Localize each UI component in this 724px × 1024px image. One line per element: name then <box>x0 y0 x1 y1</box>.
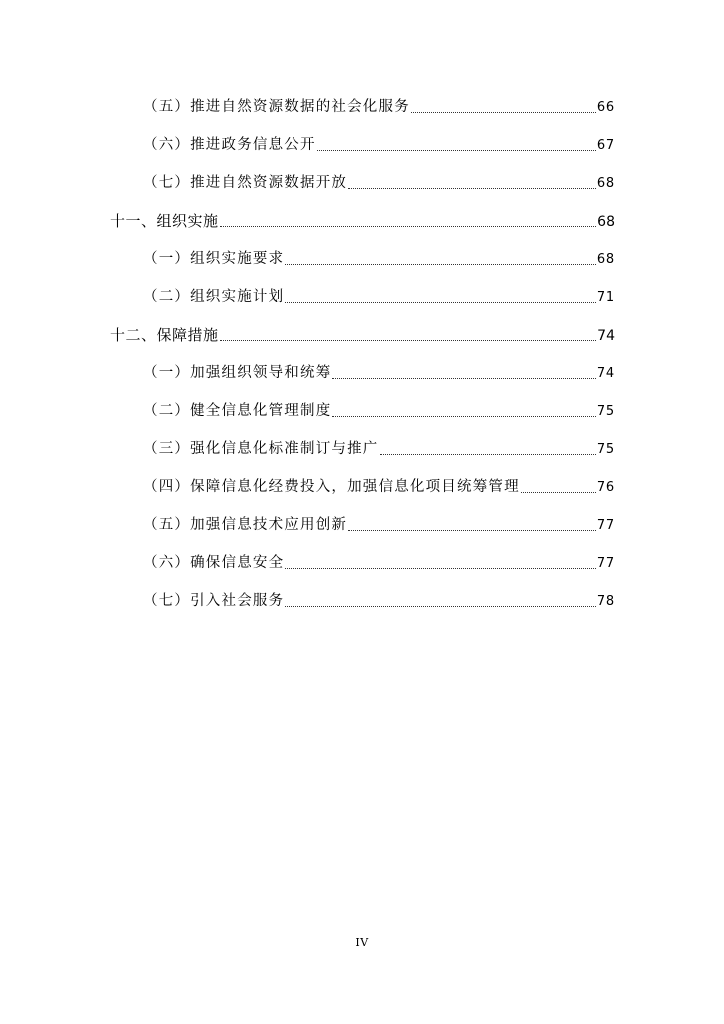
toc-entry-page: 75 <box>596 404 615 419</box>
toc-entry[interactable] <box>143 286 615 308</box>
toc-entry[interactable] <box>143 248 615 270</box>
toc-entry-page: 74 <box>596 366 615 381</box>
toc-entry-title: （五）加强信息技术应用创新 <box>143 517 348 533</box>
toc-chapter-title: 十一、组织实施 <box>110 212 219 230</box>
toc-entry-page: 67 <box>596 138 615 153</box>
toc-chapter-page: 68 <box>597 214 615 230</box>
toc-entry[interactable] <box>143 590 615 612</box>
toc-chapter-entry[interactable] <box>110 324 615 346</box>
toc-dot-leader <box>285 263 596 265</box>
page-footer-number: IV <box>355 936 369 949</box>
toc-entry[interactable] <box>143 362 615 384</box>
toc-dot-leader <box>317 149 596 151</box>
toc-entry[interactable] <box>143 400 615 422</box>
toc-entry-title: （七）引入社会服务 <box>143 593 285 609</box>
toc-entry-title: （四）保障信息化经费投入，加强信息化项目统筹管理 <box>143 479 520 495</box>
toc-chapter-entry[interactable] <box>110 210 615 232</box>
toc-entry-page: 68 <box>596 252 615 267</box>
toc-entry-page: 68 <box>596 176 615 191</box>
toc-entry-page: 71 <box>596 290 615 305</box>
toc-entry-page: 75 <box>596 442 615 457</box>
toc-entry[interactable] <box>143 476 615 498</box>
toc-dot-leader <box>285 567 596 569</box>
toc-entry-page: 76 <box>596 480 615 495</box>
toc-dot-leader <box>380 453 596 455</box>
toc-entry[interactable] <box>143 552 615 574</box>
toc-entry-title: （一）加强组织领导和统筹 <box>143 365 332 381</box>
toc-chapter-page: 74 <box>597 328 615 344</box>
toc-entry-title: （二）健全信息化管理制度 <box>143 403 332 419</box>
toc-entry[interactable] <box>143 134 615 156</box>
toc-entry-title: （六）推进政务信息公开 <box>143 137 316 153</box>
toc-entry-title: （七）推进自然资源数据开放 <box>143 175 348 191</box>
toc-dot-leader <box>411 111 596 113</box>
toc-entry[interactable] <box>143 96 615 118</box>
toc-entry-title: （二）组织实施计划 <box>143 289 285 305</box>
toc-entry[interactable] <box>143 438 615 460</box>
toc-dot-leader <box>348 529 596 531</box>
toc-dot-leader <box>332 377 595 379</box>
toc-dot-leader <box>521 491 596 493</box>
toc-dot-leader <box>220 225 597 227</box>
toc-entry-title: （六）确保信息安全 <box>143 555 285 571</box>
toc-entry-title: （五）推进自然资源数据的社会化服务 <box>143 99 410 115</box>
toc-dot-leader <box>220 339 597 341</box>
toc-entry[interactable] <box>143 514 615 536</box>
toc-entry-page: 77 <box>596 556 615 571</box>
toc-dot-leader <box>285 301 596 303</box>
toc-dot-leader <box>348 187 596 189</box>
toc-chapter-title: 十二、保障措施 <box>110 326 219 344</box>
toc-entry-page: 78 <box>596 594 615 609</box>
toc-dot-leader <box>285 605 596 607</box>
toc-entry[interactable] <box>143 172 615 194</box>
toc-entry-title: （三）强化信息化标准制订与推广 <box>143 441 379 457</box>
toc-entry-title: （一）组织实施要求 <box>143 251 285 267</box>
toc-entry-page: 66 <box>596 100 615 115</box>
toc-dot-leader <box>332 415 595 417</box>
toc-entry-page: 77 <box>596 518 615 533</box>
